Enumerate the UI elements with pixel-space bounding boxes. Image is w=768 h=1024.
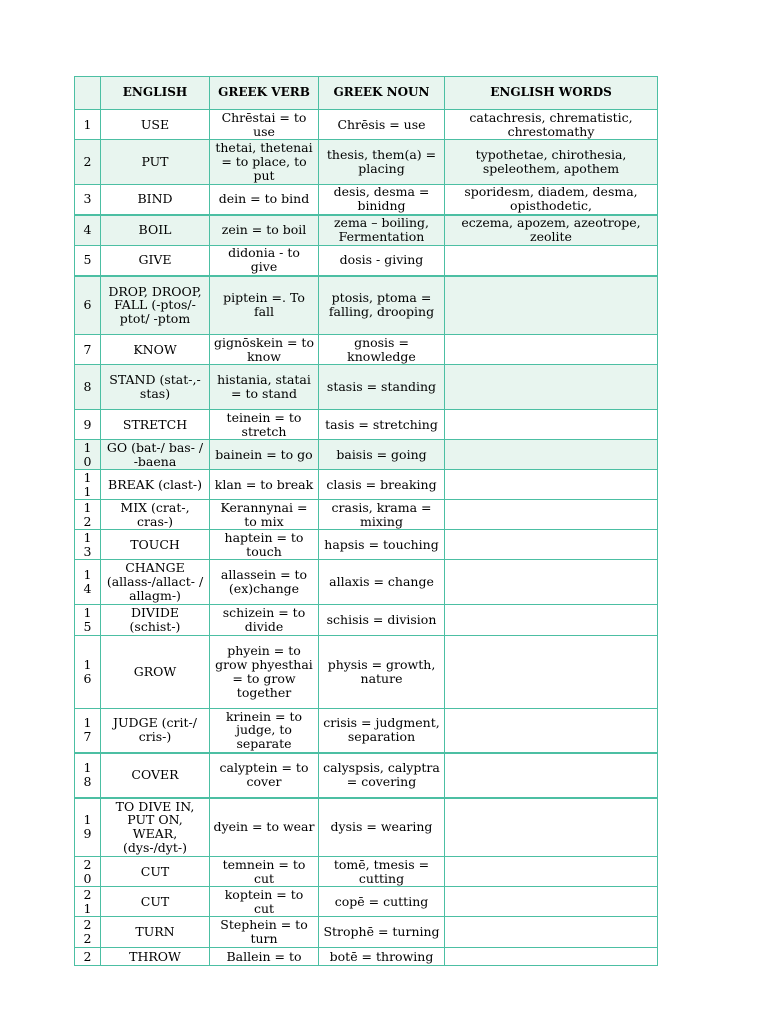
greek-noun-cell: crisis = judgment, separation <box>319 709 445 753</box>
english-cell: GROW <box>101 636 210 709</box>
row-number <box>75 560 101 605</box>
row-number <box>75 917 101 948</box>
greek-roots-table <box>74 76 658 966</box>
greek-noun-cell: gnosis = knowledge <box>319 335 445 365</box>
row-number <box>75 110 101 140</box>
english-cell: GO (bat-/ bas- / -baena <box>101 440 210 470</box>
greek-verb-cell: dein = to bind <box>210 185 319 215</box>
table-row <box>75 636 658 709</box>
greek-noun-cell: allaxis = change <box>319 560 445 605</box>
table-row <box>75 246 658 276</box>
english-words-cell <box>445 887 658 917</box>
header-greek-verb: GREEK VERB <box>210 77 319 110</box>
greek-noun-cell: ptosis, ptoma = falling, drooping <box>319 276 445 335</box>
table-row <box>75 857 658 887</box>
greek-verb-cell: krinein = to judge, to separate <box>210 709 319 753</box>
row-number <box>75 636 101 709</box>
greek-verb-cell: histania, statai = to stand <box>210 365 319 410</box>
table-row <box>75 605 658 636</box>
row-number <box>75 798 101 857</box>
greek-verb-cell: klan = to break <box>210 470 319 500</box>
greek-noun-cell: baisis = going <box>319 440 445 470</box>
row-number-text: 21 <box>83 886 92 916</box>
greek-verb-cell: zein = to boil <box>210 215 319 246</box>
greek-noun-cell: copē = cutting <box>319 887 445 917</box>
english-words-cell <box>445 917 658 948</box>
english-words-cell <box>445 246 658 276</box>
row-number-text: 1 <box>83 116 92 132</box>
header-english: ENGLISH <box>101 77 210 110</box>
english-cell: GIVE <box>101 246 210 276</box>
greek-noun-cell: thesis, them(a) = placing <box>319 140 445 185</box>
english-words-cell <box>445 470 658 500</box>
english-cell: STRETCH <box>101 410 210 440</box>
table-row <box>75 948 658 966</box>
greek-verb-cell: Ballein = to <box>210 948 319 966</box>
row-number <box>75 887 101 917</box>
greek-verb-cell: gignōskein = to know <box>210 335 319 365</box>
row-number-text: 3 <box>83 191 92 207</box>
english-words-cell <box>445 636 658 709</box>
english-cell: TO DIVE IN, PUT ON, WEAR, (dys-/dyt-) <box>101 798 210 857</box>
row-number-text: 13 <box>83 529 92 559</box>
row-number-text: 9 <box>83 416 92 432</box>
greek-verb-cell: haptein = to touch <box>210 530 319 560</box>
greek-verb-cell: calyptein = to cover <box>210 753 319 798</box>
greek-verb-cell: thetai, thetenai = to place, to put <box>210 140 319 185</box>
row-number-text: 16 <box>83 657 92 686</box>
table-row <box>75 110 658 140</box>
table-row <box>75 500 658 530</box>
english-words-cell: typothetae, chirothesia, speleothem, apothem <box>445 140 658 185</box>
table-row <box>75 276 658 335</box>
english-cell: PUT <box>101 140 210 185</box>
greek-noun-cell: tasis = stretching <box>319 410 445 440</box>
greek-noun-cell: hapsis = touching <box>319 530 445 560</box>
greek-verb-cell: bainein = to go <box>210 440 319 470</box>
greek-verb-cell: schizein = to divide <box>210 605 319 636</box>
table-header-row <box>75 77 658 110</box>
english-cell: MIX (crat-, cras-) <box>101 500 210 530</box>
greek-verb-cell: koptein = to cut <box>210 887 319 917</box>
english-cell: KNOW <box>101 335 210 365</box>
greek-noun-cell: clasis = breaking <box>319 470 445 500</box>
table-row <box>75 530 658 560</box>
english-words-cell <box>445 605 658 636</box>
row-number-text: 6 <box>83 297 92 313</box>
english-cell: DROP, DROOP, FALL (-ptos/-ptot/ -ptom <box>101 276 210 335</box>
row-number-text: 2 <box>83 154 92 170</box>
english-words-cell <box>445 560 658 605</box>
row-number <box>75 605 101 636</box>
table-row <box>75 365 658 410</box>
english-words-cell <box>445 500 658 530</box>
table-row <box>75 709 658 753</box>
english-cell: BIND <box>101 185 210 215</box>
row-number <box>75 140 101 185</box>
english-words-cell <box>445 857 658 887</box>
greek-verb-cell: Stephein = to turn <box>210 917 319 948</box>
row-number-text: 2 <box>83 948 92 964</box>
row-number-text: 10 <box>83 439 92 469</box>
row-number <box>75 276 101 335</box>
row-number <box>75 246 101 276</box>
english-cell: COVER <box>101 753 210 798</box>
table-row <box>75 410 658 440</box>
row-number-text: 17 <box>83 715 92 745</box>
table-row <box>75 798 658 857</box>
row-number-text: 20 <box>83 856 92 886</box>
english-cell: THROW <box>101 948 210 966</box>
english-words-cell <box>445 948 658 966</box>
header-number <box>75 77 101 110</box>
english-words-cell <box>445 276 658 335</box>
english-words-cell <box>445 753 658 798</box>
greek-verb-cell: didonia - to give <box>210 246 319 276</box>
greek-noun-cell: tomē, tmesis = cutting <box>319 857 445 887</box>
row-number-text: 4 <box>83 222 92 238</box>
english-cell: CHANGE (allass-/allact- / allagm-) <box>101 560 210 605</box>
greek-noun-cell: physis = growth, nature <box>319 636 445 709</box>
table-row <box>75 215 658 246</box>
english-words-cell <box>445 530 658 560</box>
english-cell: TOUCH <box>101 530 210 560</box>
row-number-text: 18 <box>83 760 92 789</box>
table-row <box>75 335 658 365</box>
row-number-text: 8 <box>83 379 92 395</box>
table-row <box>75 185 658 215</box>
english-cell: JUDGE (crit-/ cris-) <box>101 709 210 753</box>
greek-noun-cell: dosis - giving <box>319 246 445 276</box>
row-number-text: 5 <box>83 252 92 268</box>
english-words-cell <box>445 798 658 857</box>
greek-noun-cell: crasis, krama = mixing <box>319 500 445 530</box>
header-english-words: ENGLISH WORDS <box>445 77 658 110</box>
greek-verb-cell: Chrēstai = to use <box>210 110 319 140</box>
table-row <box>75 753 658 798</box>
english-cell: CUT <box>101 887 210 917</box>
greek-verb-cell: phyein = to grow phyesthai = to grow together <box>210 636 319 709</box>
english-cell: STAND (stat-,-stas) <box>101 365 210 410</box>
greek-noun-cell: botē = throwing <box>319 948 445 966</box>
header-greek-noun: GREEK NOUN <box>319 77 445 110</box>
greek-noun-cell: dysis = wearing <box>319 798 445 857</box>
greek-noun-cell: schisis = division <box>319 605 445 636</box>
row-number <box>75 365 101 410</box>
english-cell: USE <box>101 110 210 140</box>
english-words-cell <box>445 440 658 470</box>
row-number <box>75 470 101 500</box>
english-words-cell: sporidesm, diadem, desma, opisthodetic, <box>445 185 658 215</box>
greek-verb-cell: teinein = to stretch <box>210 410 319 440</box>
row-number-text: 19 <box>83 812 92 842</box>
table-row <box>75 917 658 948</box>
row-number <box>75 709 101 753</box>
row-number-text: 7 <box>83 341 92 357</box>
table-row <box>75 440 658 470</box>
greek-noun-cell: calyspsis, calyptra = covering <box>319 753 445 798</box>
row-number <box>75 530 101 560</box>
row-number-text: 22 <box>83 917 92 946</box>
english-words-cell <box>445 709 658 753</box>
greek-noun-cell: desis, desma = binidng <box>319 185 445 215</box>
greek-noun-cell: stasis = standing <box>319 365 445 410</box>
english-cell: BOIL <box>101 215 210 246</box>
greek-verb-cell: allassein = to (ex)change <box>210 560 319 605</box>
english-cell: TURN <box>101 917 210 948</box>
english-words-cell <box>445 410 658 440</box>
row-number <box>75 857 101 887</box>
english-words-cell <box>445 365 658 410</box>
english-words-cell <box>445 335 658 365</box>
greek-verb-cell: Kerannynai = to mix <box>210 500 319 530</box>
row-number-text: 12 <box>83 499 92 529</box>
table-row <box>75 470 658 500</box>
row-number <box>75 753 101 798</box>
english-cell: CUT <box>101 857 210 887</box>
row-number <box>75 335 101 365</box>
english-cell: BREAK (clast-) <box>101 470 210 500</box>
greek-verb-cell: dyein = to wear <box>210 798 319 857</box>
row-number <box>75 948 101 966</box>
greek-verb-cell: temnein = to cut <box>210 857 319 887</box>
greek-noun-cell: zema – boiling, Fermentation <box>319 215 445 246</box>
greek-noun-cell: Chrēsis = use <box>319 110 445 140</box>
row-number <box>75 410 101 440</box>
english-cell: DIVIDE (schist-) <box>101 605 210 636</box>
row-number <box>75 215 101 246</box>
row-number-text: 14 <box>83 567 92 596</box>
table-row <box>75 140 658 185</box>
english-words-cell: catachresis, chrematistic, chrestomathy <box>445 110 658 140</box>
english-words-cell: eczema, apozem, azeotrope, zeolite <box>445 215 658 246</box>
row-number <box>75 440 101 470</box>
table-row <box>75 887 658 917</box>
greek-verb-cell: piptein =. To fall <box>210 276 319 335</box>
greek-noun-cell: Strophē = turning <box>319 917 445 948</box>
table-row <box>75 560 658 605</box>
row-number <box>75 185 101 215</box>
row-number <box>75 500 101 530</box>
row-number-text: 11 <box>83 469 92 499</box>
row-number-text: 15 <box>83 605 92 634</box>
